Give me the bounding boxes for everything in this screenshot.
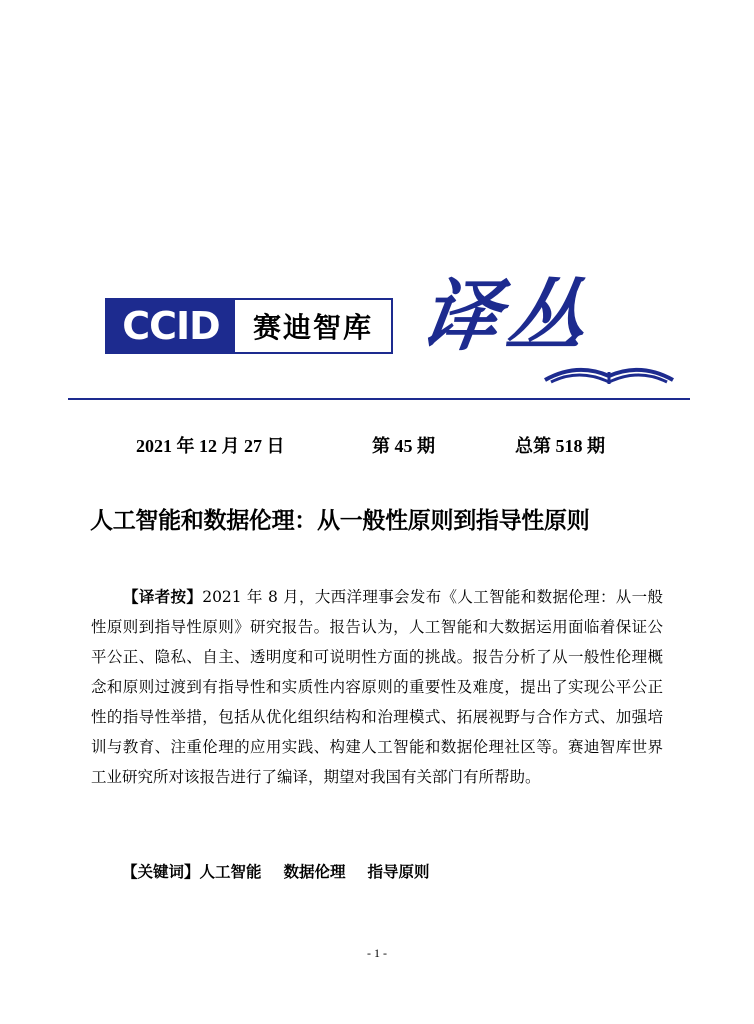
page-number: - 1 -: [367, 946, 387, 960]
masthead: [105, 271, 685, 390]
keyword: 人工智能: [199, 863, 262, 881]
translator-note: [91, 582, 663, 792]
issue-total: 总第 518 期: [515, 436, 605, 456]
keywords: [122, 860, 452, 882]
open-book-icon: [543, 358, 675, 384]
series-title: 译丛: [414, 271, 600, 362]
keywords-label: 【关键词】: [122, 863, 200, 881]
issue-date: 2021 年 12 月 27 日: [136, 436, 285, 456]
logo-brand-cn: 赛迪智库: [252, 311, 373, 344]
translator-note-label: 【译者按】: [123, 588, 203, 606]
ccid-logo: [105, 298, 393, 354]
document-title: 人工智能和数据伦理：从一般性原则到指导性原则: [90, 508, 590, 534]
logo-brand: CCID: [107, 300, 235, 352]
keyword: 数据伦理: [283, 863, 346, 881]
translator-note-text: 2021 年 8 月，大西洋理事会发布《人工智能和数据伦理：从一般性原则到指导性原则》研究报告。报告认为，人工智能和大数据运用面临着保证公平公正、隐私、自主、透明度和可说明性方面的挑战。报告分析了从一般性伦理概念和原则过渡到有指导性和实质性内容原则的重要性及难度，提出了实现公平公正性的指导性举措，包括从优化组织结构和治理模式、拓展视野与合作方式、加强培训与教育、注重伦理的应用实践、构建人工智能和数据伦理社区等。赛迪智库世界工业研究所对该报告进行了编译，期望对我国有关部门有所帮助。: [91, 588, 663, 786]
header-rule: [68, 398, 690, 400]
keyword: 指导原则: [367, 863, 430, 881]
issue-number: 第 45 期: [372, 436, 435, 456]
